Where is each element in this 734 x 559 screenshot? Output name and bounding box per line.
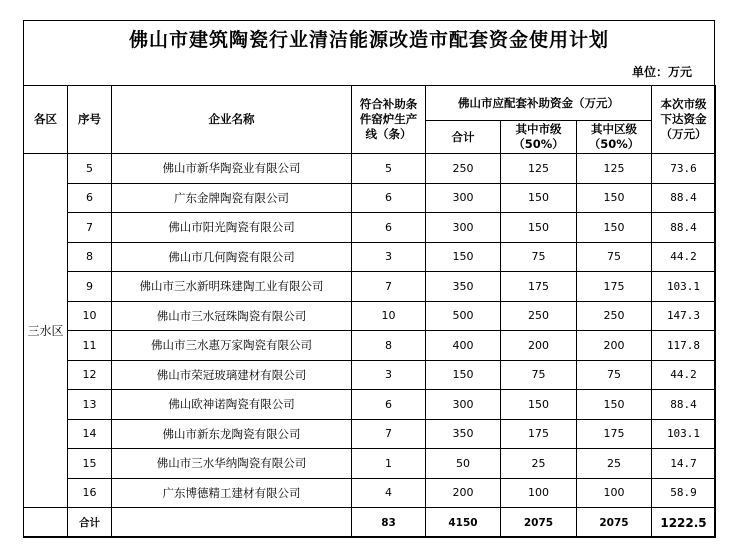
city-cell: 75 [501,242,577,272]
totals-company-cell [112,508,352,538]
lines-cell: 10 [352,301,426,331]
district-level-cell: 150 [577,390,652,420]
table-row [24,154,716,184]
lines-cell: 7 [352,272,426,302]
lines-cell: 7 [352,419,426,449]
totals-label: 合计 [68,508,112,538]
total-cell: 350 [426,419,501,449]
header-lines: 符合补助条件窑炉生产线（条） [352,86,426,154]
company-cell: 佛山欧神诺陶瓷有限公司 [112,390,352,420]
company-cell: 佛山市新华陶瓷业有限公司 [112,154,352,184]
company-cell: 广东金牌陶瓷有限公司 [112,183,352,213]
city-cell: 150 [501,390,577,420]
lines-cell: 3 [352,242,426,272]
lines-cell: 5 [352,154,426,184]
lines-cell: 3 [352,360,426,390]
company-cell: 佛山市阳光陶瓷有限公司 [112,213,352,243]
seq-cell: 7 [68,213,112,243]
district-level-cell: 100 [577,478,652,508]
district-level-cell: 150 [577,213,652,243]
district-level-cell: 75 [577,360,652,390]
total-cell: 500 [426,301,501,331]
issued-cell: 44.2 [652,242,716,272]
seq-cell: 5 [68,154,112,184]
table-row [24,419,716,449]
company-cell: 佛山市新东龙陶瓷有限公司 [112,419,352,449]
city-cell: 100 [501,478,577,508]
totals-row [24,508,716,538]
unit-label: 单位：万元 [631,65,692,79]
seq-cell: 14 [68,419,112,449]
seq-cell: 8 [68,242,112,272]
seq-cell: 6 [68,183,112,213]
table-row [24,242,716,272]
company-cell: 佛山市三水惠万家陶瓷有限公司 [112,331,352,361]
header-total: 合计 [426,121,501,154]
company-cell: 佛山市三水华纳陶瓷有限公司 [112,449,352,479]
totals-total: 4150 [426,508,501,538]
city-cell: 200 [501,331,577,361]
totals-district-cell [24,508,68,538]
issued-cell: 73.6 [652,154,716,184]
subsidy-table [23,85,716,538]
seq-cell: 11 [68,331,112,361]
total-cell: 300 [426,213,501,243]
city-cell: 25 [501,449,577,479]
issued-cell: 58.9 [652,478,716,508]
table-row [24,331,716,361]
header-city: 其中市级（50%） [501,121,577,154]
seq-cell: 12 [68,360,112,390]
table-row [24,390,716,420]
table-row [24,272,716,302]
seq-cell: 16 [68,478,112,508]
district-level-cell: 250 [577,301,652,331]
header-district: 各区 [24,86,68,154]
district-level-cell: 125 [577,154,652,184]
table-row [24,213,716,243]
total-cell: 300 [426,183,501,213]
totals-district: 2075 [577,508,652,538]
table-row [24,301,716,331]
company-cell: 佛山市几何陶瓷有限公司 [112,242,352,272]
city-cell: 125 [501,154,577,184]
city-cell: 175 [501,419,577,449]
page-title: 佛山市建筑陶瓷行业清洁能源改造市配套资金使用计划 [128,29,609,51]
issued-cell: 103.1 [652,419,716,449]
lines-cell: 6 [352,183,426,213]
table-row [24,360,716,390]
table-row [24,449,716,479]
city-cell: 250 [501,301,577,331]
issued-cell: 103.1 [652,272,716,302]
issued-cell: 88.4 [652,213,716,243]
issued-cell: 88.4 [652,183,716,213]
issued-cell: 147.3 [652,301,716,331]
total-cell: 350 [426,272,501,302]
company-cell: 佛山市荣冠玻璃建材有限公司 [112,360,352,390]
city-cell: 75 [501,360,577,390]
header-company: 企业名称 [112,86,352,154]
district-level-cell: 200 [577,331,652,361]
total-cell: 400 [426,331,501,361]
district-level-cell: 175 [577,419,652,449]
city-cell: 150 [501,183,577,213]
issued-cell: 44.2 [652,360,716,390]
city-cell: 175 [501,272,577,302]
totals-city: 2075 [501,508,577,538]
district-level-cell: 25 [577,449,652,479]
total-cell: 150 [426,242,501,272]
issued-cell: 117.8 [652,331,716,361]
company-cell: 佛山市三水冠珠陶瓷有限公司 [112,301,352,331]
lines-cell: 6 [352,213,426,243]
lines-cell: 4 [352,478,426,508]
totals-lines: 83 [352,508,426,538]
spreadsheet-page [23,20,715,537]
totals-issued: 1222.5 [652,508,716,538]
district-level-cell: 175 [577,272,652,302]
header-issued: 本次市级下达资金（万元） [652,86,716,154]
seq-cell: 15 [68,449,112,479]
district-cell: 三水区 [24,154,68,508]
company-cell: 广东博德精工建材有限公司 [112,478,352,508]
district-level-cell: 75 [577,242,652,272]
header-subsidy: 佛山市应配套补助资金（万元） [426,86,652,121]
city-cell: 150 [501,213,577,243]
total-cell: 50 [426,449,501,479]
lines-cell: 8 [352,331,426,361]
total-cell: 250 [426,154,501,184]
seq-cell: 9 [68,272,112,302]
header-district-level: 其中区级（50%） [577,121,652,154]
district-level-cell: 150 [577,183,652,213]
issued-cell: 14.7 [652,449,716,479]
lines-cell: 6 [352,390,426,420]
total-cell: 300 [426,390,501,420]
seq-cell: 13 [68,390,112,420]
total-cell: 200 [426,478,501,508]
table-row [24,478,716,508]
header-seq: 序号 [68,86,112,154]
seq-cell: 10 [68,301,112,331]
lines-cell: 1 [352,449,426,479]
issued-cell: 88.4 [652,390,716,420]
total-cell: 150 [426,360,501,390]
table-row [24,183,716,213]
company-cell: 佛山市三水新明珠建陶工业有限公司 [112,272,352,302]
